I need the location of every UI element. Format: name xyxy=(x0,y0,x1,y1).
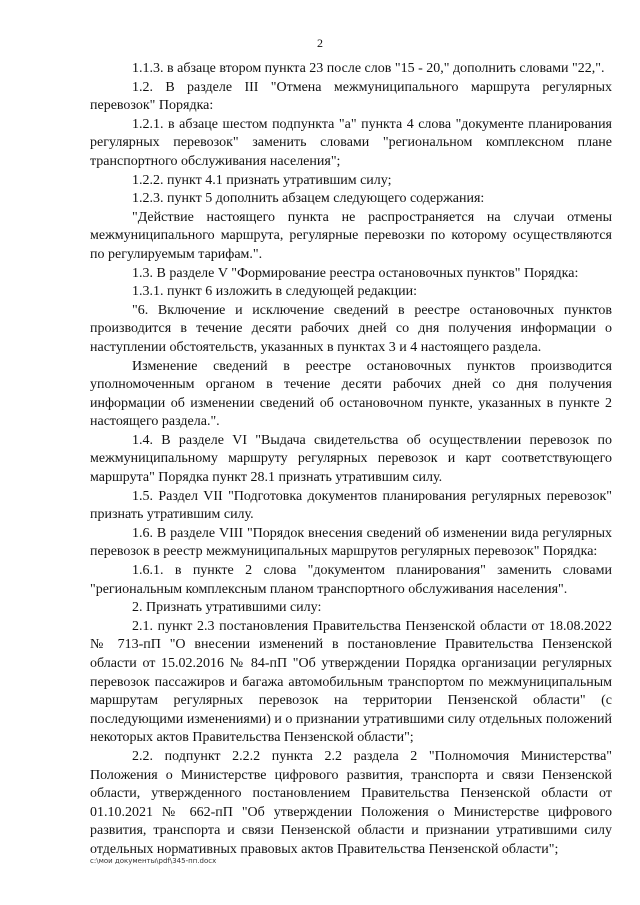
page-number: 2 xyxy=(317,36,323,50)
paragraph: Изменение сведений в реестре остановочных пунктов производится уполномоченным органом в течение десяти рабочих дней со дня получения информации об изменении сведений об остановочном пункте, указанных в пункте 2 настоящего раздела.". xyxy=(90,358,612,430)
paragraph: 1.2.2. пункт 4.1 признать утратившим силу; xyxy=(132,172,392,188)
paragraph: 1.6. В разделе VIII "Порядок внесения сведений об изменении вида регулярных перевозок в реестр межмуниципальных маршрутов регулярных перевозок" Порядка: xyxy=(90,525,612,560)
paragraph: "Действие настоящего пункта не распространяется на случаи отмены межмуниципального маршрута, регулярные перевозки по которому осуществляются по регулируемым тарифам.". xyxy=(90,209,612,262)
paragraph: 1.5. Раздел VII "Подготовка документов планирования регулярных перевозок" признать утратившим силу. xyxy=(90,488,612,523)
paragraph: 1.2.1. в абзаце шестом подпункта "а" пункта 4 слова "документе планирования регулярных перевозок" заменить словами "региональном комплексном плане транспортного обслуживания населения"; xyxy=(90,116,612,169)
paragraph: 1.1.3. в абзаце втором пункта 23 после слов "15 - 20," дополнить словами "22,". xyxy=(132,61,605,76)
paragraph: 1.6.1. в пункте 2 слова "документом планирования" заменить словами "региональным комплексным планом транспортного обслуживания населения". xyxy=(90,563,612,597)
paragraph: 1.4. В разделе VI "Выдача свидетельства об осуществлении перевозок по межмуниципальному маршруту регулярных перевозок и карт соответствующего маршрута" Порядка пункт 28.1 признать утратившим силу. xyxy=(90,432,612,486)
paragraph: 2. Признать утратившими силу: xyxy=(132,600,322,616)
paragraph: 1.2. В разделе III "Отмена межмуниципального маршрута регулярных перевозок" Порядка: xyxy=(90,79,612,114)
paragraph: 2.1. пункт 2.3 постановления Правительства Пензенской области от 18.08.2022 № 713-пП "О внесении изменений в постановление Правительства Пензенской области от 15.02.2016 № 84-пП "Об утверждении Порядка организации регулярных перевозок пассажиров и багажа автомобильным транспортом по межмуниципальным маршрутам регулярных перевозок на территории Пензенской области" (с последующими изменениями) и о признании утратившими силу отдельных положений некоторых актов Правительства Пензенской области"; xyxy=(90,618,612,746)
paragraph: 1.2.3. пункт 5 дополнить абзацем следующего содержания: xyxy=(132,191,485,207)
paragraph: "6. Включение и исключение сведений в реестре остановочных пунктов производится в течение десяти рабочих дней со дня получения информации о наступлении обстоятельств, указанных в пунктах 3 и 4 настоящего раздела. xyxy=(90,302,612,355)
paragraph: 1.3. В разделе V "Формирование реестра остановочных пунктов" Порядка: xyxy=(132,265,579,281)
document-body xyxy=(90,60,612,860)
paragraph: 1.3.1. пункт 6 изложить в следующей редакции: xyxy=(132,284,417,300)
paragraph: 2.2. подпункт 2.2.2 пункта 2.2 раздела 2 "Полномочия Министерства" Положения о Министерстве цифрового развития, транспорта и связи Пензенской области, утвержденного постановлением Правительства Пензенской области от 01.10.2021 № 662-пП "Об утверждении Положения о Министерстве цифрового развития, транспорта и связи Пензенской области и признании утратившими силу отдельных нормативных правовых актов Правительства Пензенской области"; xyxy=(90,748,612,857)
file-path-footer: c:\мои документы\pdf\345-пп.docx xyxy=(90,857,217,865)
